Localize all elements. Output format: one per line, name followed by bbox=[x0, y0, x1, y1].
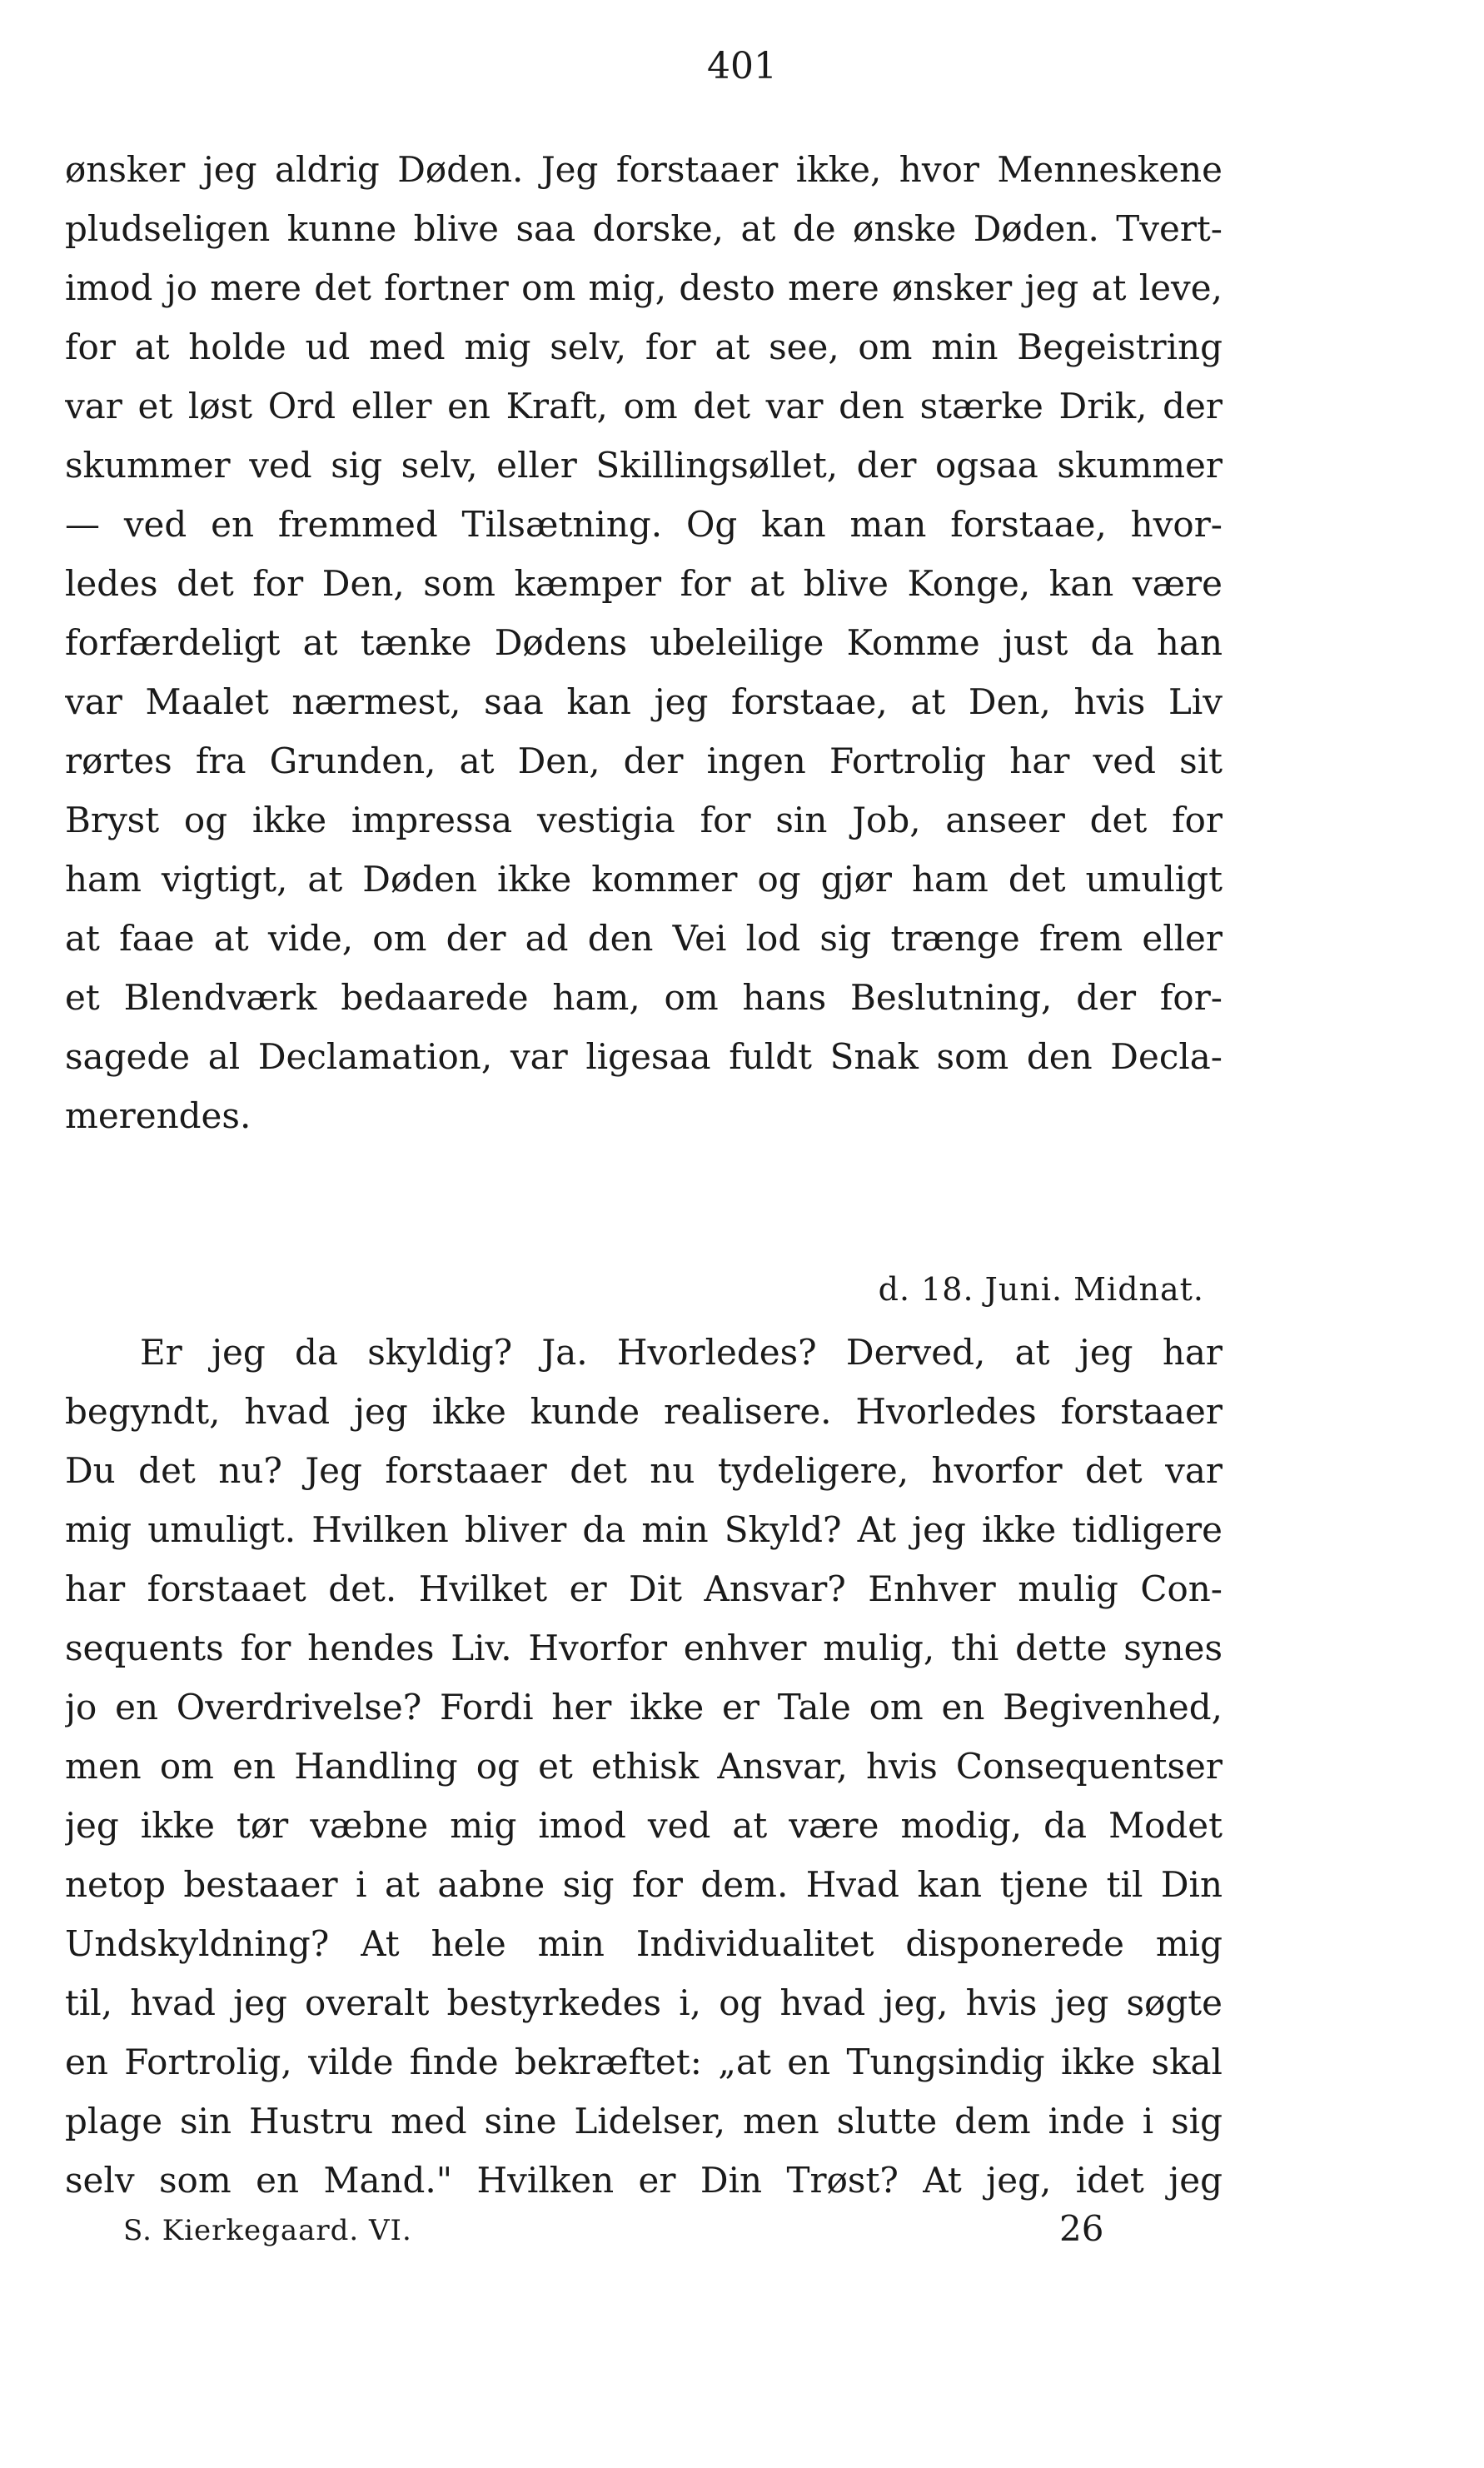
text-line: et Blendværk bedaarede ham, om hans Beslutning, der for- bbox=[65, 977, 1223, 1018]
text-line: har forstaaet det. Hvilket er Dit Ansvar? Enhver mulig Con- bbox=[65, 1568, 1223, 1609]
text-line: Bryst og ikke impressa vestigia for sin Job, anseer det for bbox=[65, 800, 1223, 840]
text-line: — ved en fremmed Tilsætning. Og kan man forstaae, hvor- bbox=[65, 504, 1223, 545]
text-line: Du det nu? Jeg forstaaer det nu tydeligere, hvorfor det var bbox=[65, 1450, 1223, 1491]
text-line: for at holde ud med mig selv, for at see, om min Begeistring bbox=[65, 327, 1223, 367]
text-line: skummer ved sig selv, eller Skillingsøllet, der ogsaa skummer bbox=[65, 445, 1223, 486]
text-line: rørtes fra Grunden, at Den, der ingen Fortrolig har ved sit bbox=[65, 740, 1223, 781]
footer-signature: S. Kierkegaard. VI. bbox=[123, 2214, 412, 2247]
sheet-number: 26 bbox=[1059, 2208, 1104, 2249]
text-line: netop bestaaer i at aabne sig for dem. Hvad kan tjene til Din bbox=[65, 1864, 1223, 1905]
text-line: sequents for hendes Liv. Hvorfor enhver mulig, thi dette synes bbox=[65, 1628, 1223, 1668]
text-line: plage sin Hustru med sine Lidelser, men slutte dem inde i sig bbox=[65, 2101, 1223, 2141]
text-line: jeg ikke tør væbne mig imod ved at være modig, da Modet bbox=[65, 1805, 1223, 1846]
text-line: pludseligen kunne blive saa dorske, at de ønske Døden. Tvert- bbox=[65, 208, 1223, 249]
text-line: selv som en Mand." Hvilken er Din Trøst? At jeg, idet jeg bbox=[65, 2160, 1223, 2201]
text-line: men om en Handling og et ethisk Ansvar, hvis Consequentser bbox=[65, 1746, 1223, 1787]
text-line: merendes. bbox=[65, 1095, 251, 1136]
text-line: forfærdeligt at tænke Dødens ubeleilige Komme just da han bbox=[65, 622, 1223, 663]
text-line: ønsker jeg aldrig Døden. Jeg forstaaer ikke, hvor Menneskene bbox=[65, 149, 1223, 190]
paragraph-1 bbox=[65, 140, 1223, 1145]
text-line: begyndt, hvad jeg ikke kunde realisere. Hvorledes forstaaer bbox=[65, 1391, 1223, 1432]
text-line: mig umuligt. Hvilken bliver da min Skyld? At jeg ikke tidligere bbox=[65, 1509, 1223, 1550]
text-line: Er jeg da skyldig? Ja. Hvorledes? Derved, at jeg har bbox=[140, 1332, 1223, 1373]
text-line: ledes det for Den, som kæmper for at blive Konge, kan være bbox=[65, 563, 1223, 604]
text-line: ham vigtigt, at Døden ikke kommer og gjør ham det umuligt bbox=[65, 859, 1223, 900]
text-line: sagede al Declamation, var ligesaa fuldt Snak som den Decla- bbox=[65, 1036, 1223, 1077]
text-line: til, hvad jeg overalt bestyrkedes i, og hvad jeg, hvis jeg søgte bbox=[65, 1982, 1223, 2023]
text-line: en Fortrolig, vilde finde bekræftet: „at en Tungsindig ikke skal bbox=[65, 2042, 1223, 2082]
page-number: 401 bbox=[707, 45, 777, 87]
text-line: imod jo mere det fortner om mig, desto mere ønsker jeg at leve, bbox=[65, 267, 1223, 308]
section-date: d. 18. Juni. Midnat. bbox=[878, 1271, 1204, 1308]
text-line: Undskyldning? At hele min Individualitet disponerede mig bbox=[65, 1923, 1223, 1964]
text-line: var Maalet nærmest, saa kan jeg forstaae, at Den, hvis Liv bbox=[65, 681, 1223, 722]
paragraph-2 bbox=[65, 1323, 1223, 2210]
text-line: var et løst Ord eller en Kraft, om det var den stærke Drik, der bbox=[65, 386, 1223, 426]
text-line: at faae at vide, om der ad den Vei lod sig trænge frem eller bbox=[65, 918, 1223, 959]
text-line: jo en Overdrivelse? Fordi her ikke er Tale om en Begivenhed, bbox=[65, 1687, 1223, 1728]
